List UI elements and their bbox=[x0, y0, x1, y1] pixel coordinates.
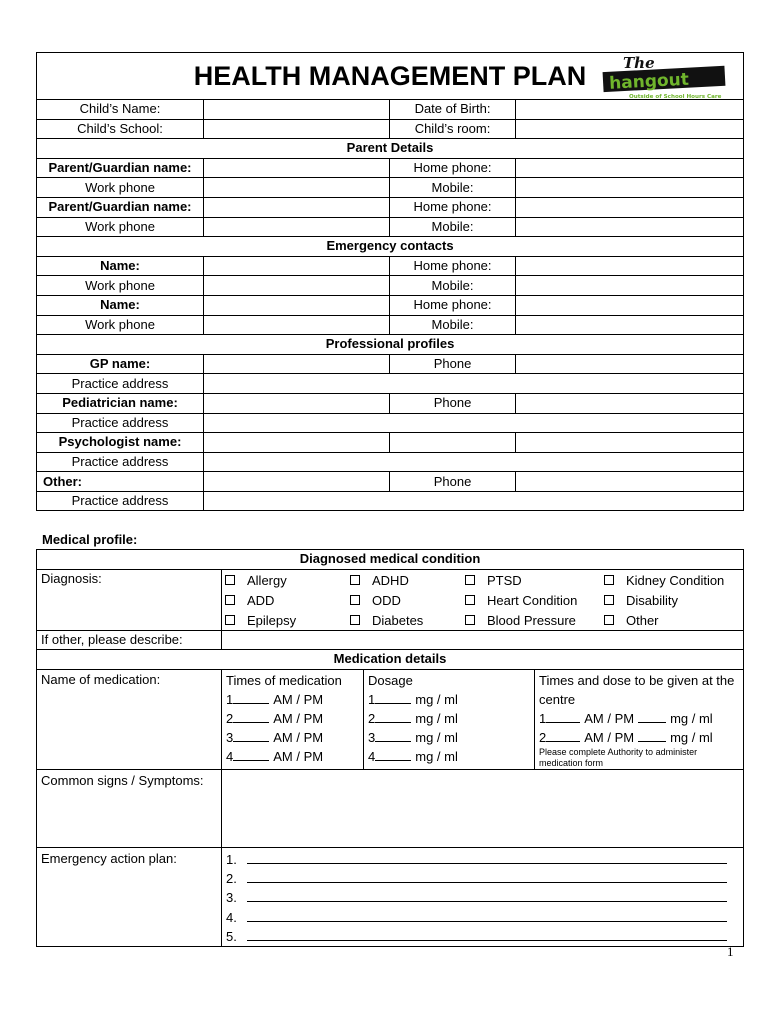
dosage-line[interactable] bbox=[368, 728, 530, 747]
condition-label: ODD bbox=[372, 592, 401, 608]
condition-label: Blood Pressure bbox=[487, 612, 576, 628]
child-room-field[interactable] bbox=[516, 119, 744, 139]
dob-label: Date of Birth: bbox=[390, 100, 516, 120]
action-plan-lines bbox=[226, 850, 739, 946]
blank-line[interactable] bbox=[233, 692, 269, 704]
checkbox-icon[interactable] bbox=[465, 595, 475, 605]
checkbox-icon[interactable] bbox=[350, 615, 360, 625]
child-room-label: Child’s room: bbox=[390, 119, 516, 139]
parent-label: Work phone bbox=[37, 217, 204, 237]
unit-label: AM / PM bbox=[273, 710, 324, 726]
medication-name-label: Name of medication: bbox=[37, 669, 222, 769]
line-number: 1 bbox=[226, 691, 234, 707]
unit-label: mg / ml bbox=[415, 748, 458, 764]
line-number: 4 bbox=[368, 748, 376, 764]
emergency-row bbox=[37, 256, 744, 276]
blank-line[interactable] bbox=[375, 692, 411, 704]
condition-option[interactable] bbox=[347, 591, 462, 610]
psychologist-name-field[interactable] bbox=[204, 433, 390, 453]
condition-option[interactable] bbox=[347, 571, 462, 590]
blank-line[interactable] bbox=[233, 730, 269, 742]
gp-phone-field[interactable] bbox=[516, 354, 744, 374]
pediatrician-practice-label: Practice address bbox=[37, 413, 204, 433]
emergency-phone-label: Home phone: bbox=[390, 256, 516, 276]
line-number: 3 bbox=[226, 729, 234, 745]
dosage-line[interactable] bbox=[368, 690, 530, 709]
centre-line[interactable] bbox=[539, 709, 739, 728]
action-plan-line[interactable] bbox=[226, 908, 739, 927]
line-number: 2 bbox=[539, 729, 547, 745]
gp-practice-label: Practice address bbox=[37, 374, 204, 394]
psychologist-practice-field[interactable] bbox=[204, 452, 744, 472]
parent-details-rows bbox=[37, 158, 744, 236]
condition-option[interactable] bbox=[601, 591, 731, 610]
hangout-logo bbox=[593, 53, 733, 100]
other-phone-field[interactable] bbox=[516, 472, 744, 492]
times-line[interactable] bbox=[226, 728, 359, 747]
emergency-phone-field[interactable] bbox=[516, 295, 744, 315]
parent-row bbox=[37, 178, 744, 198]
condition-label: Kidney Condition bbox=[626, 572, 725, 588]
diagnosed-condition-header: Diagnosed medical condition bbox=[37, 550, 744, 570]
parent-details-header: Parent Details bbox=[37, 139, 744, 159]
svg-text:Outside of School Hours Care: Outside of School Hours Care bbox=[629, 94, 722, 100]
pediatrician-phone-label: Phone bbox=[390, 393, 516, 413]
checkbox-icon[interactable] bbox=[465, 575, 475, 585]
condition-option[interactable] bbox=[222, 591, 347, 610]
checkbox-icon[interactable] bbox=[225, 595, 235, 605]
checkbox-icon[interactable] bbox=[465, 615, 475, 625]
pediatrician-name-label: Pediatrician name: bbox=[37, 393, 204, 413]
centre-dose-cell[interactable] bbox=[535, 669, 744, 769]
parent-row bbox=[37, 217, 744, 237]
dosage-header: Dosage bbox=[368, 672, 413, 688]
professional-profiles-header: Professional profiles bbox=[37, 335, 744, 355]
psychologist-phone-label-empty bbox=[390, 433, 516, 453]
condition-label: Diabetes bbox=[372, 612, 424, 628]
condition-option[interactable] bbox=[462, 611, 601, 630]
pediatrician-phone-field[interactable] bbox=[516, 393, 744, 413]
unit-label: mg / ml bbox=[415, 691, 458, 707]
blank-line[interactable] bbox=[638, 730, 666, 742]
dosage-lines bbox=[368, 690, 530, 766]
blank-line[interactable] bbox=[247, 890, 727, 902]
blank-line[interactable] bbox=[375, 711, 411, 723]
parent-row bbox=[37, 158, 744, 178]
psychologist-phone-field[interactable] bbox=[516, 433, 744, 453]
symptoms-label: Common signs / Symptoms: bbox=[37, 769, 222, 847]
condition-label: ADHD bbox=[372, 572, 409, 588]
other-practice-field[interactable] bbox=[204, 491, 744, 511]
emergency-field[interactable] bbox=[204, 295, 390, 315]
line-number: 2 bbox=[226, 710, 234, 726]
action-plan-label: Emergency action plan: bbox=[37, 847, 222, 946]
checkbox-icon[interactable] bbox=[350, 575, 360, 585]
checkbox-icon[interactable] bbox=[604, 595, 614, 605]
other-name-field[interactable] bbox=[204, 472, 390, 492]
blank-line[interactable] bbox=[233, 749, 269, 761]
medical-profile-heading: Medical profile: bbox=[42, 532, 138, 547]
medical-profile-table bbox=[36, 549, 744, 947]
unit-label: AM / PM bbox=[273, 729, 324, 745]
emergency-contacts-header: Emergency contacts bbox=[37, 237, 744, 257]
dosage-line[interactable] bbox=[368, 709, 530, 728]
emergency-contacts-rows bbox=[37, 256, 744, 334]
emergency-label: Work phone bbox=[37, 315, 204, 335]
gp-name-label: GP name: bbox=[37, 354, 204, 374]
parent-phone-label: Mobile: bbox=[390, 217, 516, 237]
line-number: 1 bbox=[368, 691, 376, 707]
times-header: Times of medication bbox=[226, 672, 342, 688]
unit-label: AM / PM bbox=[273, 691, 324, 707]
condition-label: Allergy bbox=[247, 572, 287, 588]
diagnosis-options bbox=[222, 569, 744, 630]
action-plan-line[interactable] bbox=[226, 927, 739, 946]
emergency-label: Name: bbox=[37, 256, 204, 276]
other-describe-field[interactable] bbox=[222, 630, 744, 650]
child-name-label: Child’s Name: bbox=[37, 100, 204, 120]
line-number: 3 bbox=[368, 729, 376, 745]
parent-field[interactable] bbox=[204, 178, 390, 198]
gp-name-field[interactable] bbox=[204, 354, 390, 374]
title-cell bbox=[37, 53, 744, 100]
gp-practice-field[interactable] bbox=[204, 374, 744, 394]
blank-line[interactable] bbox=[546, 711, 580, 723]
parent-phone-field[interactable] bbox=[516, 158, 744, 178]
action-number: 5. bbox=[226, 928, 237, 944]
action-number: 1. bbox=[226, 851, 237, 867]
svg-text:hangout: hangout bbox=[608, 69, 690, 94]
emergency-phone-label: Mobile: bbox=[390, 276, 516, 296]
condition-option[interactable] bbox=[601, 571, 731, 590]
pediatrician-practice-field[interactable] bbox=[204, 413, 744, 433]
unit-label: mg / ml bbox=[415, 729, 458, 745]
emergency-label: Work phone bbox=[37, 276, 204, 296]
medication-details-header: Medication details bbox=[37, 650, 744, 670]
blank-line[interactable] bbox=[247, 929, 727, 941]
checkbox-icon[interactable] bbox=[225, 615, 235, 625]
condition-option[interactable] bbox=[222, 611, 347, 630]
other-practice-label: Practice address bbox=[37, 491, 204, 511]
dosage-cell[interactable] bbox=[364, 669, 535, 769]
parent-phone-label: Home phone: bbox=[390, 158, 516, 178]
emergency-field[interactable] bbox=[204, 276, 390, 296]
emergency-phone-field[interactable] bbox=[516, 315, 744, 335]
checkbox-icon[interactable] bbox=[225, 575, 235, 585]
psychologist-name-label: Psychologist name: bbox=[37, 433, 204, 453]
gp-phone-label: Phone bbox=[390, 354, 516, 374]
blank-line[interactable] bbox=[247, 852, 727, 864]
personal-details-table bbox=[36, 52, 744, 511]
action-number: 4. bbox=[226, 909, 237, 925]
emergency-row bbox=[37, 315, 744, 335]
dob-field[interactable] bbox=[516, 100, 744, 120]
parent-row bbox=[37, 197, 744, 217]
parent-label: Work phone bbox=[37, 178, 204, 198]
checkbox-icon[interactable] bbox=[604, 575, 614, 585]
parent-phone-label: Mobile: bbox=[390, 178, 516, 198]
parent-label: Parent/Guardian name: bbox=[37, 197, 204, 217]
condition-label: ADD bbox=[247, 592, 275, 608]
parent-phone-label: Home phone: bbox=[390, 197, 516, 217]
line-number: 2 bbox=[368, 710, 376, 726]
page-title: HEALTH MANAGEMENT PLAN bbox=[193, 61, 587, 91]
other-phone-label: Phone bbox=[390, 472, 516, 492]
condition-option[interactable] bbox=[462, 571, 601, 590]
condition-option[interactable] bbox=[347, 611, 462, 630]
action-number: 3. bbox=[226, 890, 237, 906]
symptoms-field[interactable] bbox=[222, 769, 744, 847]
parent-field[interactable] bbox=[204, 158, 390, 178]
action-number: 2. bbox=[226, 871, 237, 887]
blank-line[interactable] bbox=[247, 871, 727, 883]
blank-line[interactable] bbox=[247, 910, 727, 922]
emergency-phone-label: Home phone: bbox=[390, 295, 516, 315]
condition-label: Disability bbox=[626, 592, 679, 608]
condition-option[interactable] bbox=[462, 591, 601, 610]
condition-option[interactable] bbox=[601, 611, 731, 630]
psychologist-practice-label: Practice address bbox=[37, 452, 204, 472]
emergency-field[interactable] bbox=[204, 315, 390, 335]
pediatrician-name-field[interactable] bbox=[204, 393, 390, 413]
authority-note: Please complete Authority to administer medication form bbox=[539, 746, 698, 768]
condition-label: PTSD bbox=[487, 572, 522, 588]
checkbox-icon[interactable] bbox=[604, 615, 614, 625]
times-of-medication-cell[interactable] bbox=[222, 669, 364, 769]
child-school-field[interactable] bbox=[204, 119, 390, 139]
page-number: 1 bbox=[727, 944, 734, 959]
unit-label: mg / ml bbox=[415, 710, 458, 726]
line-number: 4 bbox=[226, 748, 234, 764]
parent-phone-field[interactable] bbox=[516, 197, 744, 217]
child-school-label: Child’s School: bbox=[37, 119, 204, 139]
blank-line[interactable] bbox=[375, 749, 411, 761]
action-plan-line[interactable] bbox=[226, 888, 739, 907]
emergency-phone-label: Mobile: bbox=[390, 315, 516, 335]
unit-label: mg / ml bbox=[670, 710, 713, 726]
action-plan-cell bbox=[222, 847, 744, 946]
other-label: Other: bbox=[37, 472, 204, 492]
unit-label: AM / PM bbox=[584, 729, 635, 745]
child-name-field[interactable] bbox=[204, 100, 390, 120]
condition-checklist bbox=[222, 570, 739, 630]
diagnosis-label: Diagnosis: bbox=[37, 569, 222, 630]
other-describe-label: If other, please describe: bbox=[37, 630, 222, 650]
emergency-field[interactable] bbox=[204, 256, 390, 276]
blank-line[interactable] bbox=[638, 711, 666, 723]
condition-label: Heart Condition bbox=[487, 592, 578, 608]
emergency-label: Name: bbox=[37, 295, 204, 315]
condition-label: Epilepsy bbox=[247, 612, 297, 628]
centre-header: Times and dose to be given at the centre bbox=[539, 672, 735, 707]
times-line[interactable] bbox=[226, 690, 359, 709]
parent-field[interactable] bbox=[204, 197, 390, 217]
svg-text:The: The bbox=[623, 54, 655, 72]
parent-label: Parent/Guardian name: bbox=[37, 158, 204, 178]
condition-label: Other bbox=[626, 612, 659, 628]
action-plan-line[interactable] bbox=[226, 869, 739, 888]
times-line[interactable] bbox=[226, 709, 359, 728]
dosage-line[interactable] bbox=[368, 747, 530, 766]
emergency-phone-field[interactable] bbox=[516, 256, 744, 276]
emergency-row bbox=[37, 295, 744, 315]
emergency-row bbox=[37, 276, 744, 296]
line-number: 1 bbox=[539, 710, 547, 726]
parent-phone-field[interactable] bbox=[516, 178, 744, 198]
condition-option[interactable] bbox=[222, 571, 347, 590]
parent-phone-field[interactable] bbox=[516, 217, 744, 237]
unit-label: mg / ml bbox=[670, 729, 713, 745]
blank-line[interactable] bbox=[375, 730, 411, 742]
unit-label: AM / PM bbox=[584, 710, 635, 726]
checkbox-icon[interactable] bbox=[350, 595, 360, 605]
blank-line[interactable] bbox=[233, 711, 269, 723]
parent-field[interactable] bbox=[204, 217, 390, 237]
times-line[interactable] bbox=[226, 747, 359, 766]
unit-label: AM / PM bbox=[273, 748, 324, 764]
times-lines bbox=[226, 690, 359, 766]
action-plan-line[interactable] bbox=[226, 850, 739, 869]
emergency-phone-field[interactable] bbox=[516, 276, 744, 296]
centre-lines bbox=[539, 709, 739, 747]
centre-line[interactable] bbox=[539, 728, 739, 747]
blank-line[interactable] bbox=[546, 730, 580, 742]
